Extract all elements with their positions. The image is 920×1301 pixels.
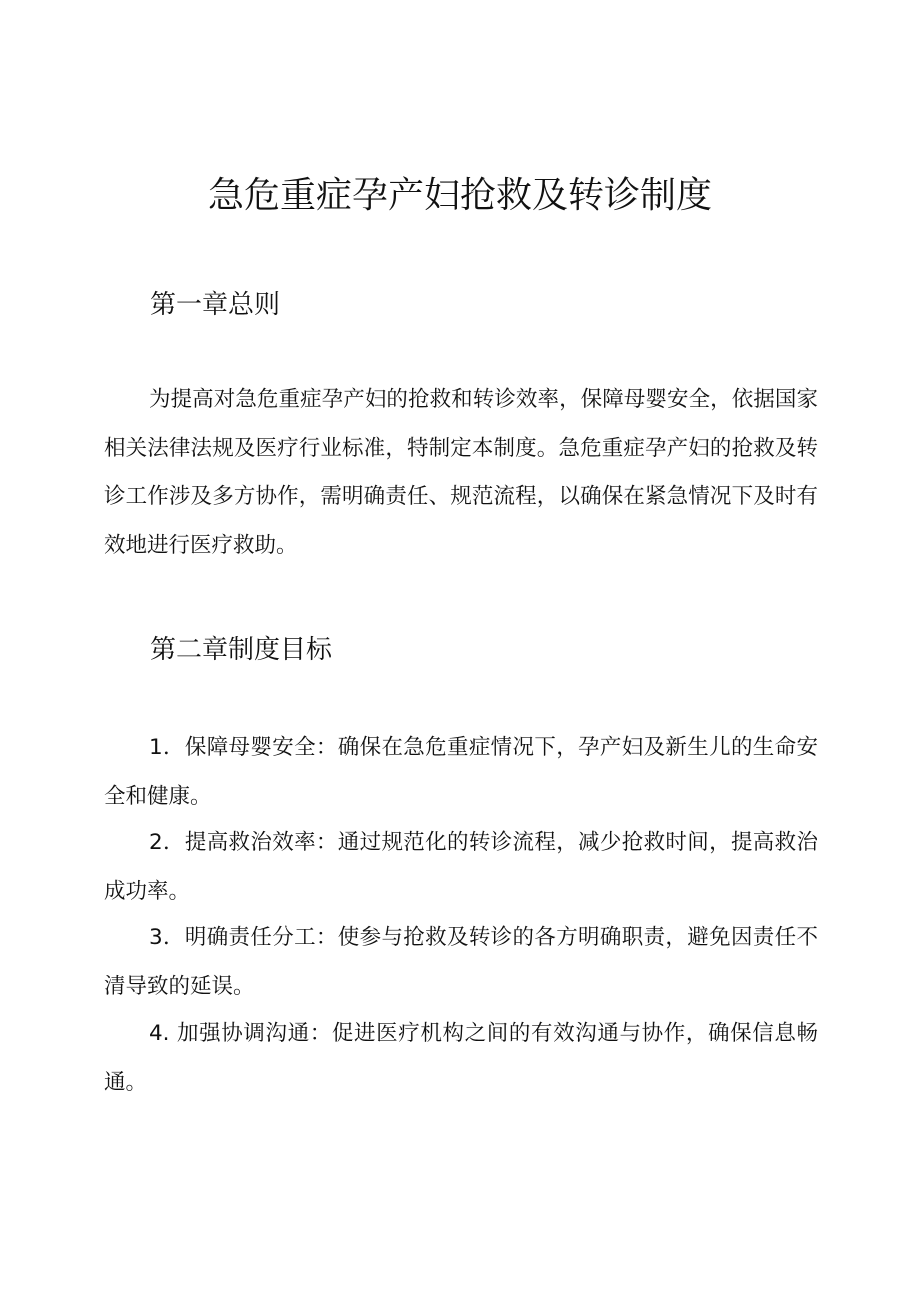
chapter-2-heading: 第二章制度目标 xyxy=(150,635,333,665)
goal-item-4: 4. 加强协调沟通：促进医疗机构之间的有效沟通与协作，确保信息畅通。 xyxy=(104,1021,818,1095)
goal-item-2: 2．提高救治效率：通过规范化的转诊流程，减少抢救时间，提高救治成功率。 xyxy=(104,830,818,904)
chapter-1-heading: 第一章总则 xyxy=(150,290,281,320)
goal-item-3: 3．明确责任分工：使参与抢救及转诊的各方明确职责，避免因责任不清导致的延误。 xyxy=(104,925,818,999)
chapter-1-paragraph: 为提高对急危重症孕产妇的抢救和转诊效率，保障母婴安全，依据国家相关法律法规及医疗行业标准，特制定本制度。急危重症孕产妇的抢救及转诊工作涉及多方协作，需明确责任、规范流程，以确保在紧急情况下及时有效地进行医疗救助。 xyxy=(104,387,818,558)
goal-item-1: 1．保障母婴安全：确保在急危重症情况下，孕产妇及新生儿的生命安全和健康。 xyxy=(104,735,818,809)
document-title: 急危重症孕产妇抢救及转诊制度 xyxy=(207,175,712,216)
